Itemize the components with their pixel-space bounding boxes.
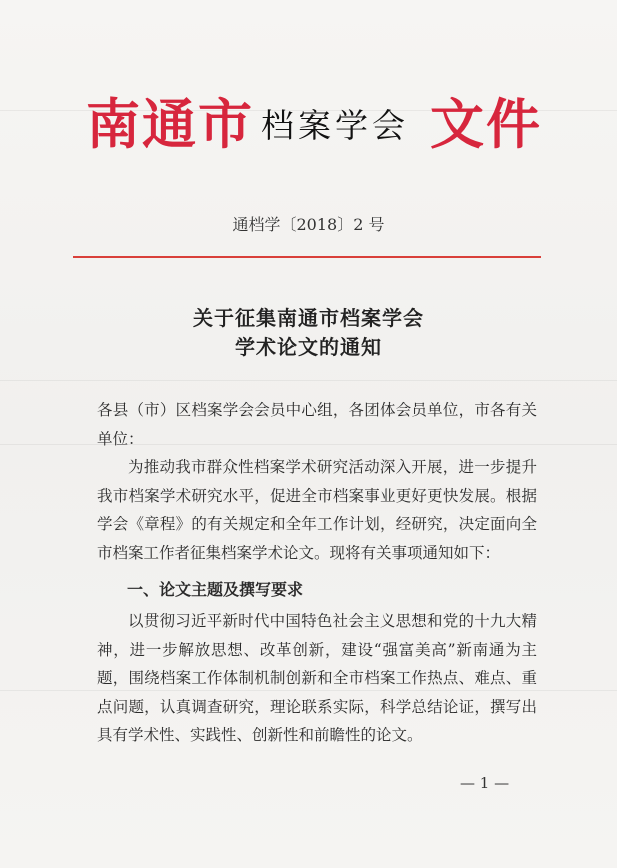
body-paragraph-topic: 以贯彻习近平新时代中国特色社会主义思想和党的十九大精神，进一步解放思想、改革创新，建设“强富美高”新南通为主题，围绕档案工作体制机制创新和全市档案工作热点、难点、重点问题，认真调查研究，理论联系实际，科学总结论证，撰写出具有学术性、实践性、创新性和前瞻性的论文。	[97, 612, 537, 744]
section-heading-1: 一、论文主题及撰写要求	[127, 580, 304, 599]
body-paragraph-intro: 为推动我市群众性档案学术研究活动深入开展，进一步提升我市档案学术研究水平，促进全市档案事业更好更快发展。根据学会《章程》的有关规定和全年工作计划，经研究，决定面向全市档案工作者征集档案学术论文。现将有关事项通知如下：	[97, 458, 537, 562]
header-city: 南通市	[86, 92, 254, 156]
document-header	[0, 92, 617, 162]
red-divider-line	[73, 256, 541, 258]
document-number: 通档学〔2018〕2 号	[232, 215, 385, 234]
notice-title-line-2: 学术论文的通知	[235, 335, 382, 359]
paper-fold	[0, 380, 617, 381]
addressee: 各县（市）区档案学会会员中心组，各团体会员单位，市各有关单位：	[97, 401, 537, 448]
header-organization: 档案学会	[261, 106, 409, 145]
page-number: — 1 —	[460, 774, 510, 792]
notice-title-line-1: 关于征集南通市档案学会	[193, 306, 424, 330]
header-document-label: 文件	[430, 92, 542, 156]
